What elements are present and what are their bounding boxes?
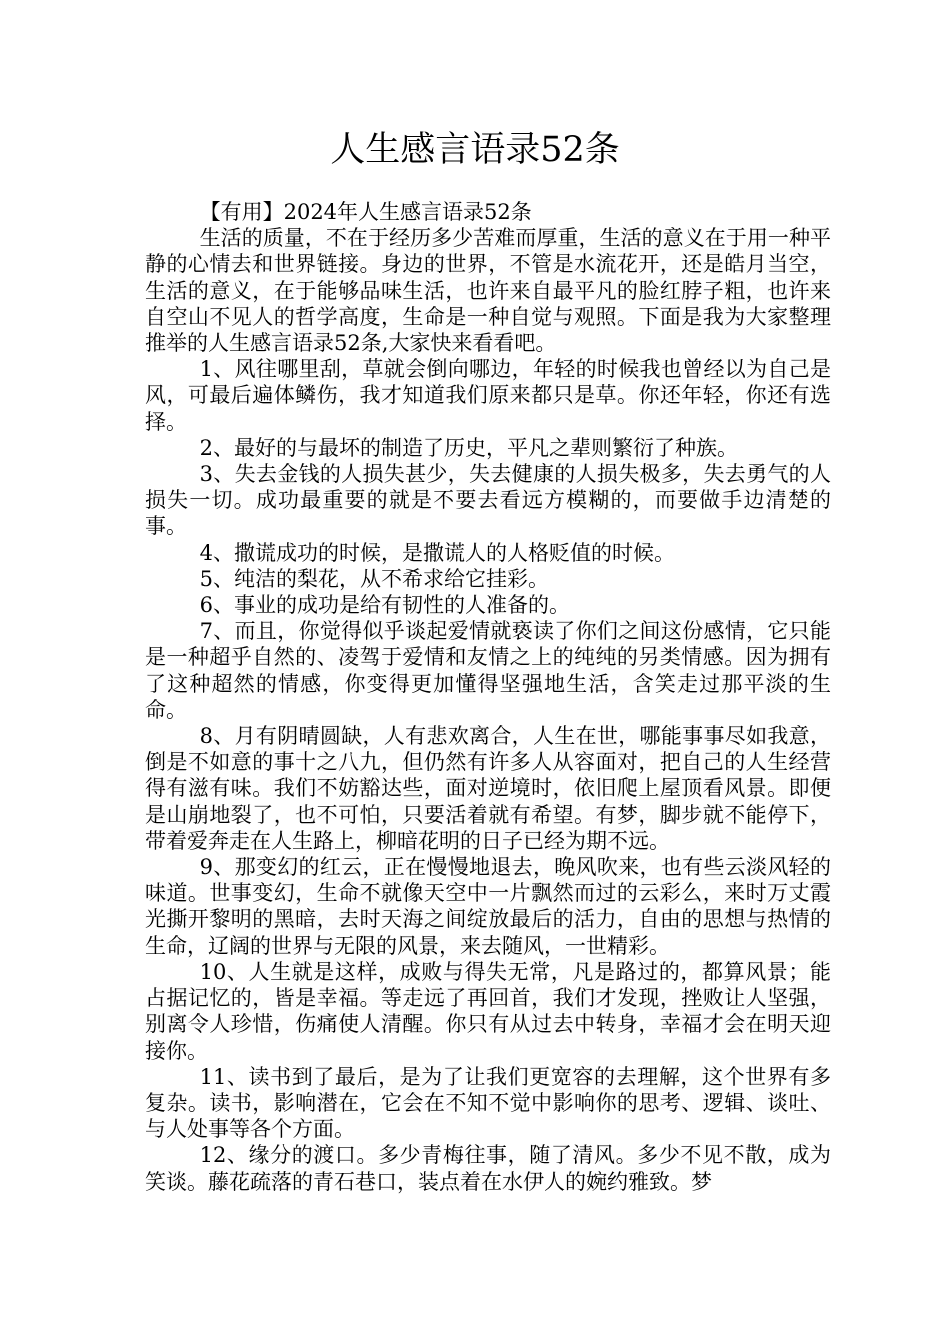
document-subtitle: 【有用】2024年人生感言语录52条 (199, 200, 532, 224)
quote-paragraph: 1、风往哪里刮，草就会倒向哪边，年轻的时候我也曾经以为自己是风，可最后遍体鳞伤，我才知道我们原来都只是草。你还年轻，你还有选择。 (145, 357, 831, 434)
quote-paragraph: 12、缘分的渡口。多少青梅往事，随了清风。多少不见不散，成为笑谈。藤花疏落的青石巷口，装点着在水伊人的婉约雅致。梦 (145, 1143, 831, 1194)
quote-paragraph: 10、人生就是这样，成败与得失无常，凡是路过的，都算风景；能占据记忆的，皆是幸福。等走远了再回首，我们才发现，挫败让人坚强，别离令人珍惜，伤痛使人清醒。你只有从过去中转身，幸福才会在明天迎接你。 (145, 959, 831, 1063)
quote-paragraph: 9、那变幻的红云，正在慢慢地退去，晚风吹来，也有些云淡风轻的味道。世事变幻，生命不就像天空中一片飘然而过的云彩么，来时万丈霞光撕开黎明的黑暗，去时天海之间绽放最后的活力，自由的思想与热情的生命，辽阔的世界与无限的风景，来去随风，一世精彩。 (145, 855, 831, 958)
quote-paragraph: 3、失去金钱的人损失甚少，失去健康的人损失极多，失去勇气的人损失一切。成功最重要的就是不要去看远方模糊的，而要做手边清楚的事。 (145, 462, 831, 539)
quote-paragraph: 4、撒谎成功的时候，是撒谎人的人格贬值的时候。 (199, 540, 675, 565)
document-body (145, 199, 831, 1195)
quote-paragraph: 6、事业的成功是给有韧性的人准备的。 (199, 593, 570, 618)
quote-paragraph: 7、而且，你觉得似乎谈起爱情就亵读了你们之间这份感情，它只能是一种超乎自然的、凌驾于爱情和友情之上的纯纯的另类情感。因为拥有了这种超然的情感，你变得更加懂得坚强地生活，含笑走过那平淡的生命。 (145, 619, 831, 722)
quote-paragraph: 5、纯洁的梨花，从不希求给它挂彩。 (199, 566, 549, 591)
quote-paragraph: 2、最好的与最坏的制造了历史，平凡之辈则繁衍了种族。 (199, 435, 738, 460)
page-title: 人生感言语录52条 (330, 130, 620, 170)
intro-paragraph: 生活的质量，不在于经历多少苦难而厚重，生活的意义在于用一种平静的心情去和世界链接。身边的世界，不管是水流花开，还是皓月当空，生活的意义，在于能够品味生活，也许来自最平凡的脸红脖子粗，也许来自空山不见人的哲学高度，生命是一种自觉与观照。下面是我为大家整理推举的人生感言语录52条,大家快来看看吧。 (145, 226, 831, 356)
quote-paragraph: 8、月有阴晴圆缺，人有悲欢离合，人生在世，哪能事事尽如我意，倒是不如意的事十之八九，但仍然有许多人从容面对，把自己的人生经营得有滋有味。我们不妨豁达些，面对逆境时，依旧爬上屋顶看风景。即便是山崩地裂了，也不可怕，只要活着就有希望。有梦，脚步就不能停下，带着爱奔走在人生路上，柳暗花明的日子已经为期不远。 (145, 724, 831, 853)
quote-paragraph: 11、读书到了最后，是为了让我们更宽容的去理解，这个世界有多复杂。读书，影响潜在，它会在不知不觉中影响你的思考、逻辑、谈吐、与人处事等各个方面。 (145, 1064, 831, 1142)
